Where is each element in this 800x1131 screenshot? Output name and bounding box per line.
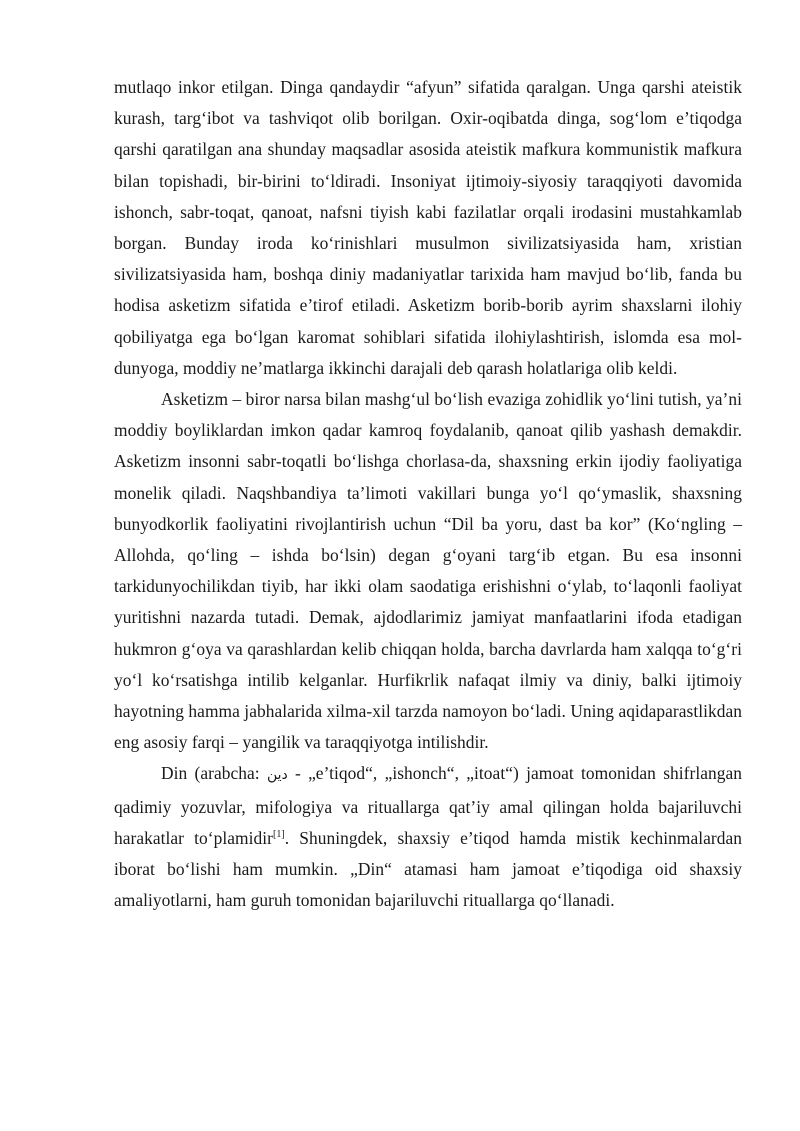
paragraph-3-continuation: . Shuningdek, shaxsiy e’tiqod hamda mistik kechinmalardan iborat bo‘lishi ham mumkin. „Din“ atamasi ham jamoat e’tiqodiga oid shaxsiy amaliyotlarni, ham guruh tomonidan bajariluvchi rituallarga qo‘llanadi. — [114, 827, 742, 911]
paragraph-3-definition: - „e’tiqod“, „ishonch“, „itoat“) jamoat tomonidan shifrlangan qadimiy yozuvlar, mifologiya va rituallarga qat’iy amal qilingan holda bajariluvchi harakatlar to‘plamidir — [114, 763, 742, 848]
paragraph-2: Asketizm – biror narsa bilan mashg‘ul bo‘lish evaziga zohidlik yo‘lini tutish, ya’ni moddiy boyliklardan imkon qadar kamroq foydalanib, qanoat qilib yashash demakdir. Asketizm insonni sabr-toqatli bo‘lishga chorlasa-da, shaxsning erkin ijodiy faoliyatiga monelik qiladi. Naqshbandiya ta’limoti vakillari bunga yo‘l qo‘ymaslik, shaxsning bunyodkorlik faoliyatini rivojlantirish uchun “Dil ba yoru, dast ba kor” (Ko‘ngling – Allohda, qo‘ling – ishda bo‘lsin) degan g‘oyani targ‘ib etgan. Bu esa insonni tarkidunyochilikdan tiyib, har ikki olam saodatiga erishishni o‘ylab, to‘laqonli faoliyat yuritishni nazarda tutadi. Demak, ajdodlarimiz jamiyat manfaatlarini ifoda etadigan hukmron g‘oya va qarashlardan kelib chiqqan holda, barcha davrlarda ham xalqqa to‘g‘ri yo‘l ko‘rsatishga intilib kelganlar. Hurfikrlik nafaqat ilmiy va diniy, balki ijtimoiy hayotning hamma jabhalarida xilma-xil tarzda namoyon bo‘ladi. Uning aqidaparastlikdan eng asosiy farqi – yangilik va taraqqiyotga intilishdir. — [114, 389, 742, 753]
paragraph-1: mutlaqo inkor etilgan. Dinga qandaydir “afyun” sifatida qaralgan. Unga qarshi ateistik kurash, targ‘ibot va tashviqot olib borilgan. Oxir-oqibatda dinga, sog‘lom e’tiqodga qarshi qaratilgan ana shunday maqsadlar asosida ateistik mafkura kommunistik mafkura bilan topishadi, bir-birini to‘ldiradi. Insoniyat ijtimoiy-siyosiy taraqqiyoti davomida ishonch, sabr-toqat, qanoat, nafsni tiyish kabi fazilatlar orqali irodasini mustahkamlab borgan. Bunday iroda ko‘rinishlari musulmon sivilizatsiyasida ham, xristian sivilizatsiyasida ham, boshqa diniy madaniyatlar tarixida ham mavjud bo‘lib, fanda bu hodisa asketizm sifatida e’tirof etiladi. Asketizm borib-borib ayrim shaxslarni ilohiy qobiliyatga ega bo‘lgan karomat sohiblari sifatida ilohiylashtirish, islomda esa mol-dunyoga, moddiy ne’matlarga ikkinchi darajali deb qarash holatlariga olib keldi. — [114, 77, 742, 378]
footnote-ref[interactable]: [1] — [272, 829, 285, 841]
paragraph-3-intro: Din (arabcha: — [161, 763, 267, 784]
paragraph-3 — [114, 758, 742, 916]
arabic-word: دين — [266, 767, 288, 784]
document-body — [114, 72, 742, 916]
